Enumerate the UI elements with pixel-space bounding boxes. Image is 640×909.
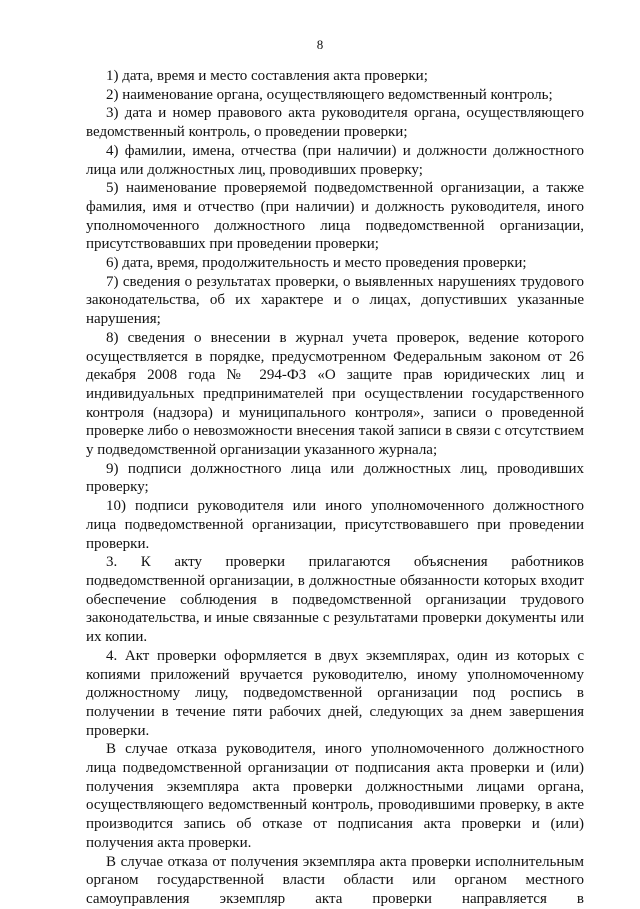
paragraph-14: В случае отказа от получения экземпляра акта проверки исполнительным органом государственной власти области или органом местного самоуправления экземпляр акта проверки направляется в [86,853,584,907]
paragraph-6: 6) дата, время, продолжительность и место проведения проверки; [106,255,527,272]
paragraph-11: 3. К акту проверки прилагаются объяснения работников подведомственной организации, в должностные обязанности которых входит обеспечение соблюдения в подведомственной организации трудового законодательства, и иные связанные с результатами проверки документы или их копии. [86,554,584,646]
paragraph-9: 9) подписи должностного лица или должностных лиц, проводивших проверку; [86,460,584,496]
paragraph-12: 4. Акт проверки оформляется в двух экземплярах, один из которых с копиями приложений вручается руководителю, иному уполномоченному должностному лицу, подведомственной организации под роспись в получении в течение пяти рабочих дней, следующих за днем завершения проверки. [86,647,584,739]
paragraph-2: 2) наименование органа, осуществляющего ведомственный контроль; [106,86,553,103]
paragraph-3: 3) дата и номер правового акта руководителя органа, осуществляющего ведомственный контроль, о проведении проверки; [86,105,584,141]
paragraph-4: 4) фамилии, имена, отчества (при наличии) и должности должностного лица или должностных лиц, проводивших проверку; [86,142,584,178]
paragraph-7: 7) сведения о результатах проверки, о выявленных нарушениях трудового законодательства, об их характере и о лицах, допустивших указанные нарушения; [86,273,584,328]
page-number: 8 [316,37,324,52]
paragraph-8: 8) сведения о внесении в журнал учета проверок, ведение которого осуществляется в порядке, предусмотренном Федеральным законом от 26 декабря 2008 года № 294-ФЗ «О защите прав юридических лиц и индивидуальных предпринимателей при осуществлении государственного контроля (надзора) и муниципального контроля», записи о проведенной проверке либо о невозможности внесения такой записи в связи с отсутствием у подведомственной организации указанного журнала; [86,329,584,459]
paragraph-10: 10) подписи руководителя или иного уполномоченного должностного лица подведомственной организации, присутствовавшего при проведении проверки. [86,498,584,552]
paragraph-1: 1) дата, время и место составления акта проверки; [106,68,428,84]
paragraph-5: 5) наименование проверяемой подведомственной организации, а также фамилия, имя и отчество (при наличии) и должность руководителя, иного уполномоченного должностного лица подведомственной организации, присутствовавших при проведении проверки; [86,180,584,253]
paragraph-13: В случае отказа руководителя, иного уполномоченного должностного лица подведомственной организации от подписания акта проверки и (или) получения экземпляра акта проверки должностными лицами органа, осуществляющего ведомственный контроль, проводившими проверку, в акте производится запись об отказе от подписания акта проверки и (или) получения акта проверки. [86,741,584,851]
body-text [86,67,584,909]
